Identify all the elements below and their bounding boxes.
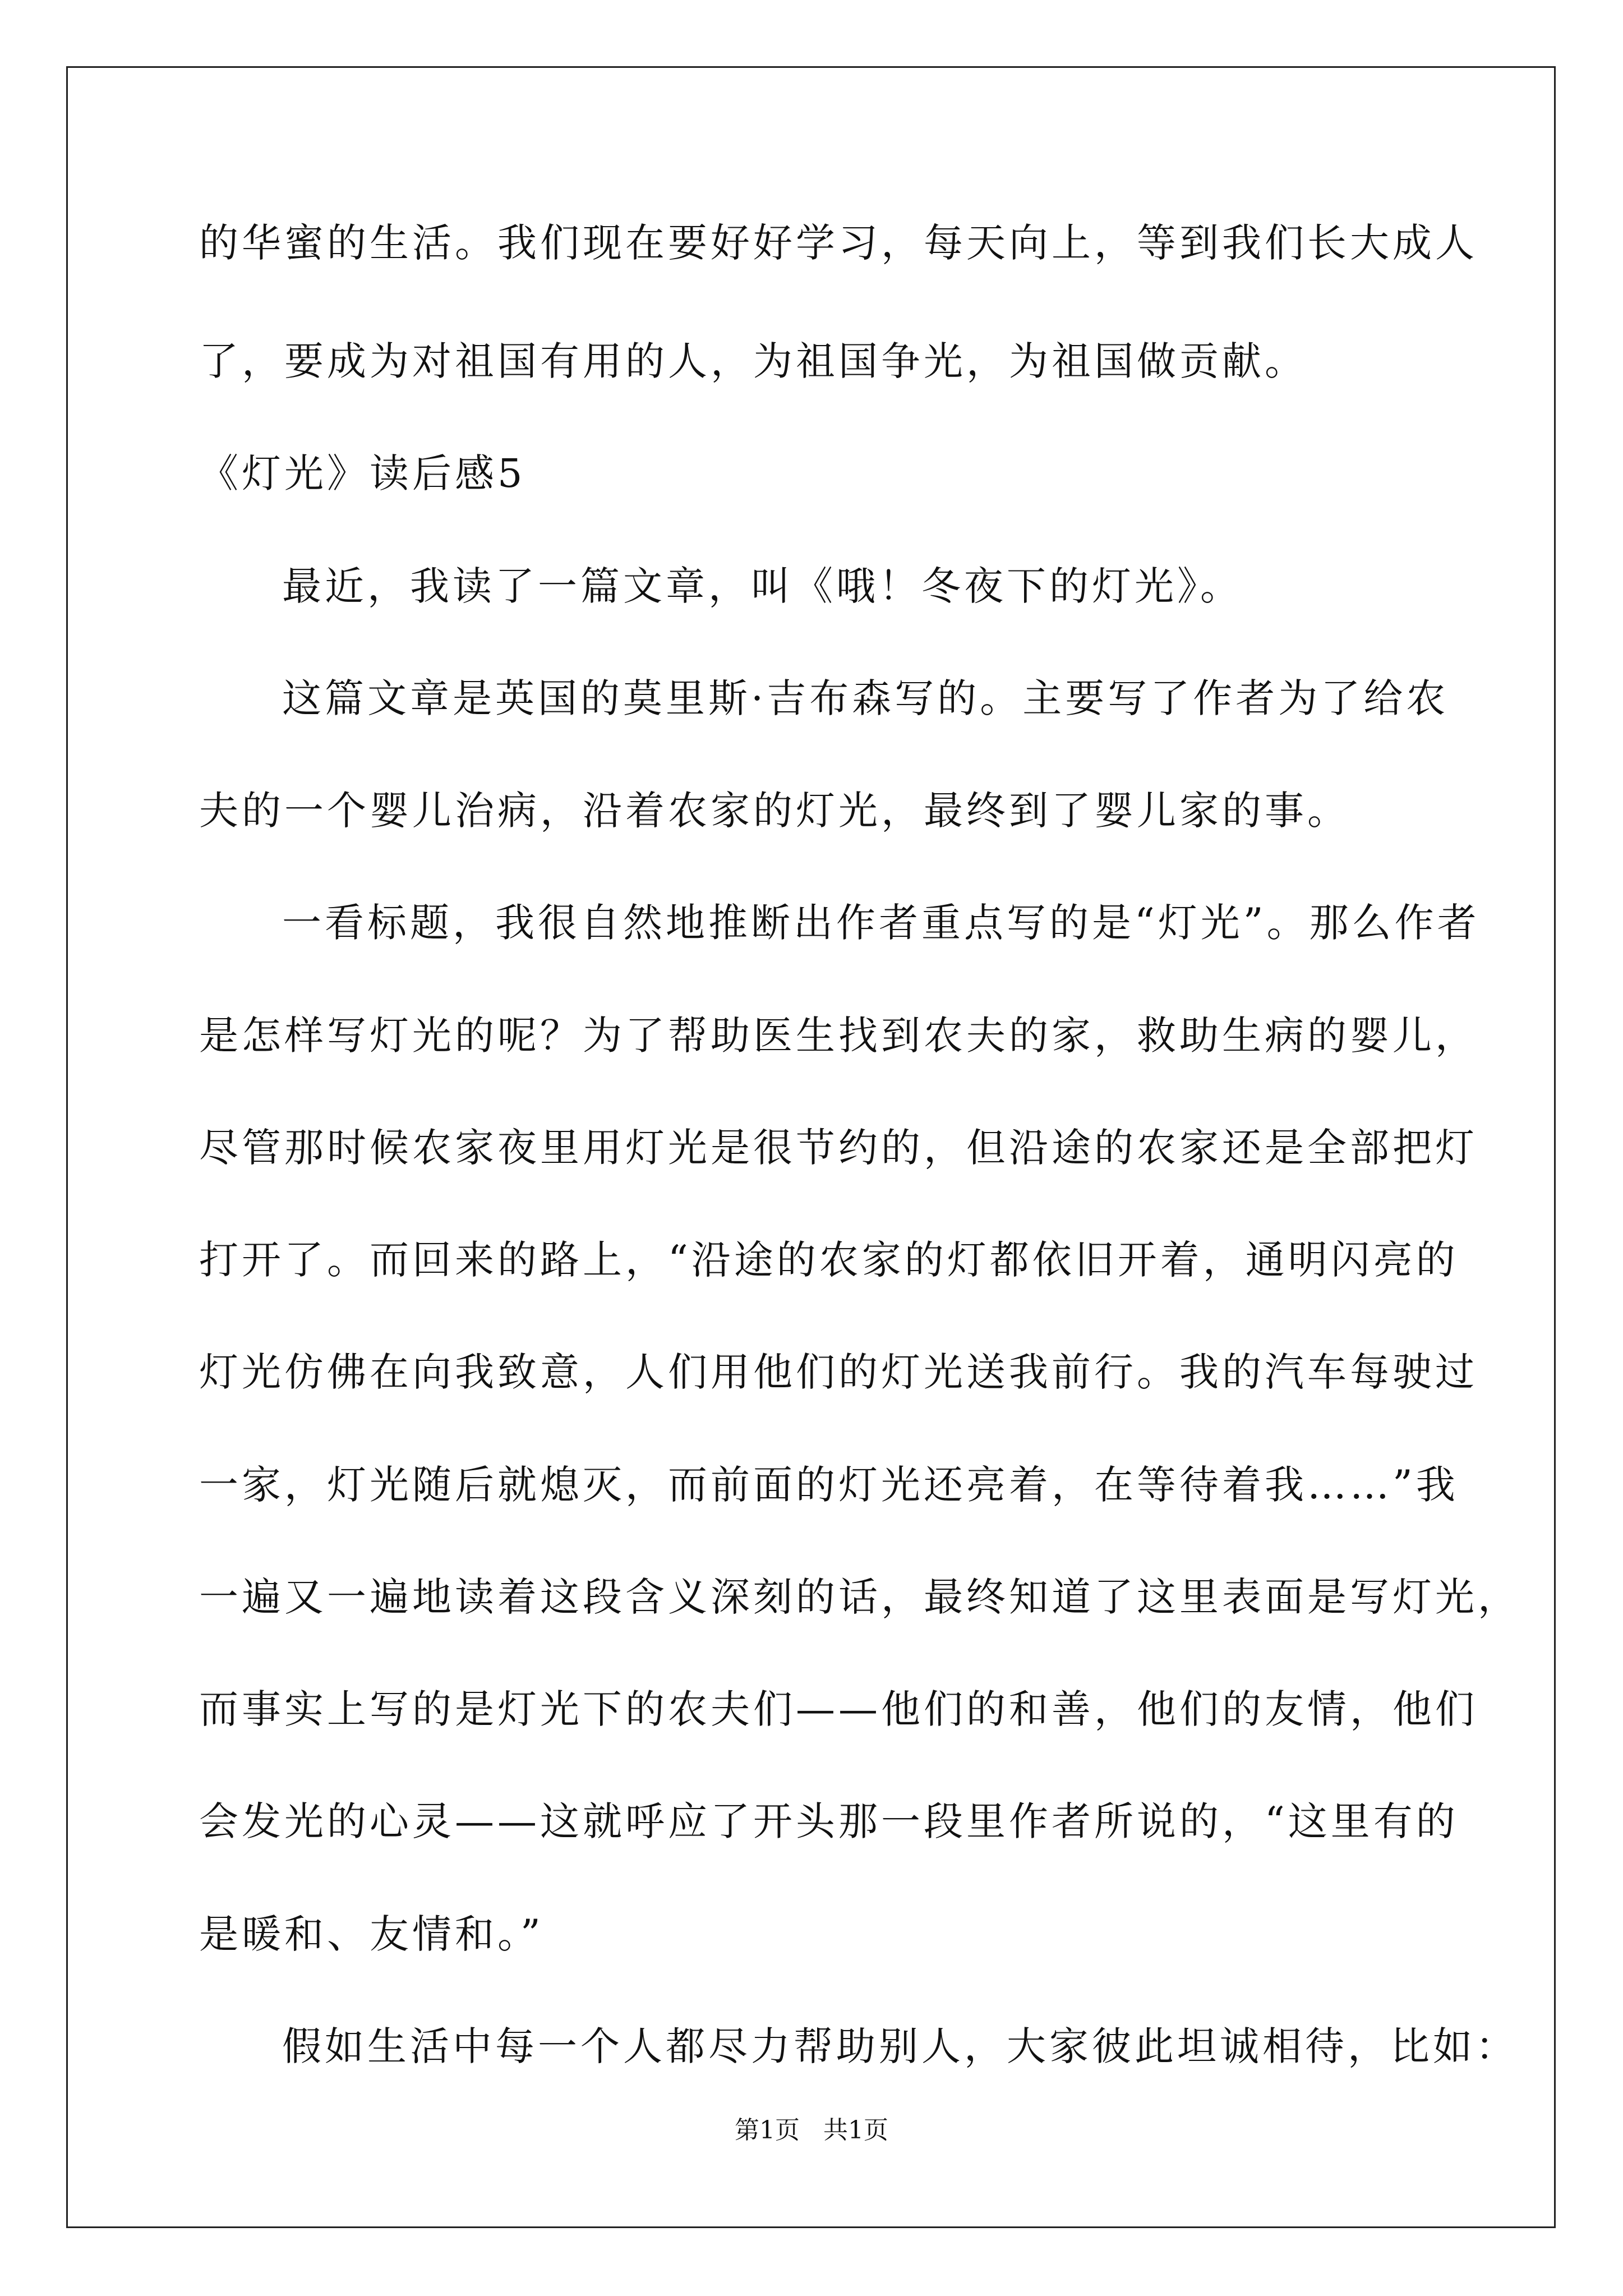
text-line: 会发光的心灵——这就呼应了开头那一段里作者所说的，“这里有的	[199, 1798, 1459, 1844]
text-line: 的华蜜的生活。我们现在要好好学习，每天向上，等到我们长大成人	[199, 220, 1478, 266]
text-line: 是暖和、友情和。”	[199, 1911, 544, 1957]
paragraph-start: 假如生活中每一个人都尽力帮助别人，大家彼此坦诚相待，比如：	[282, 2023, 1518, 2069]
page-footer	[0, 2114, 1623, 2147]
text-line: 而事实上写的是灯光下的农夫们——他们的和善，他们的友情，他们	[199, 1686, 1478, 1732]
text-line: 尽管那时候农家夜里用灯光是很节约的，但沿途的农家还是全部把灯	[199, 1125, 1478, 1171]
paragraph-start: 最近，我读了一篇文章，叫《哦！冬夜下的灯光》。	[282, 563, 1243, 609]
section-heading: 《灯光》读后感5	[199, 450, 526, 496]
text-line: 打开了。而回来的路上，“沿途的农家的灯都依旧开着，通明闪亮的	[199, 1237, 1459, 1283]
text-line: 一家，灯光随后就熄灭，而前面的灯光还亮着，在等待着我……”我	[199, 1462, 1459, 1508]
page-total: 共1页	[823, 2116, 888, 2145]
text-line: 灯光仿佛在向我致意，人们用他们的灯光送我前行。我的汽车每驶过	[199, 1349, 1478, 1395]
page-number: 第1页	[735, 2116, 800, 2145]
text-line: 一遍又一遍地读着这段含义深刻的话，最终知道了这里表面是写灯光，	[199, 1574, 1520, 1620]
paragraph-start: 这篇文章是英国的莫里斯·吉布森写的。主要写了作者为了给农	[282, 675, 1449, 721]
text-line: 了，要成为对祖国有用的人，为祖国争光，为祖国做贡献。	[199, 338, 1307, 384]
text-line: 夫的一个婴儿治病，沿着农家的灯光，最终到了婴儿家的事。	[199, 788, 1350, 834]
text-line: 是怎样写灯光的呢？为了帮助医生找到农夫的家，救助生病的婴儿，	[199, 1013, 1478, 1059]
paragraph-start: 一看标题，我很自然地推断出作者重点写的是“灯光”。那么作者	[282, 900, 1480, 946]
